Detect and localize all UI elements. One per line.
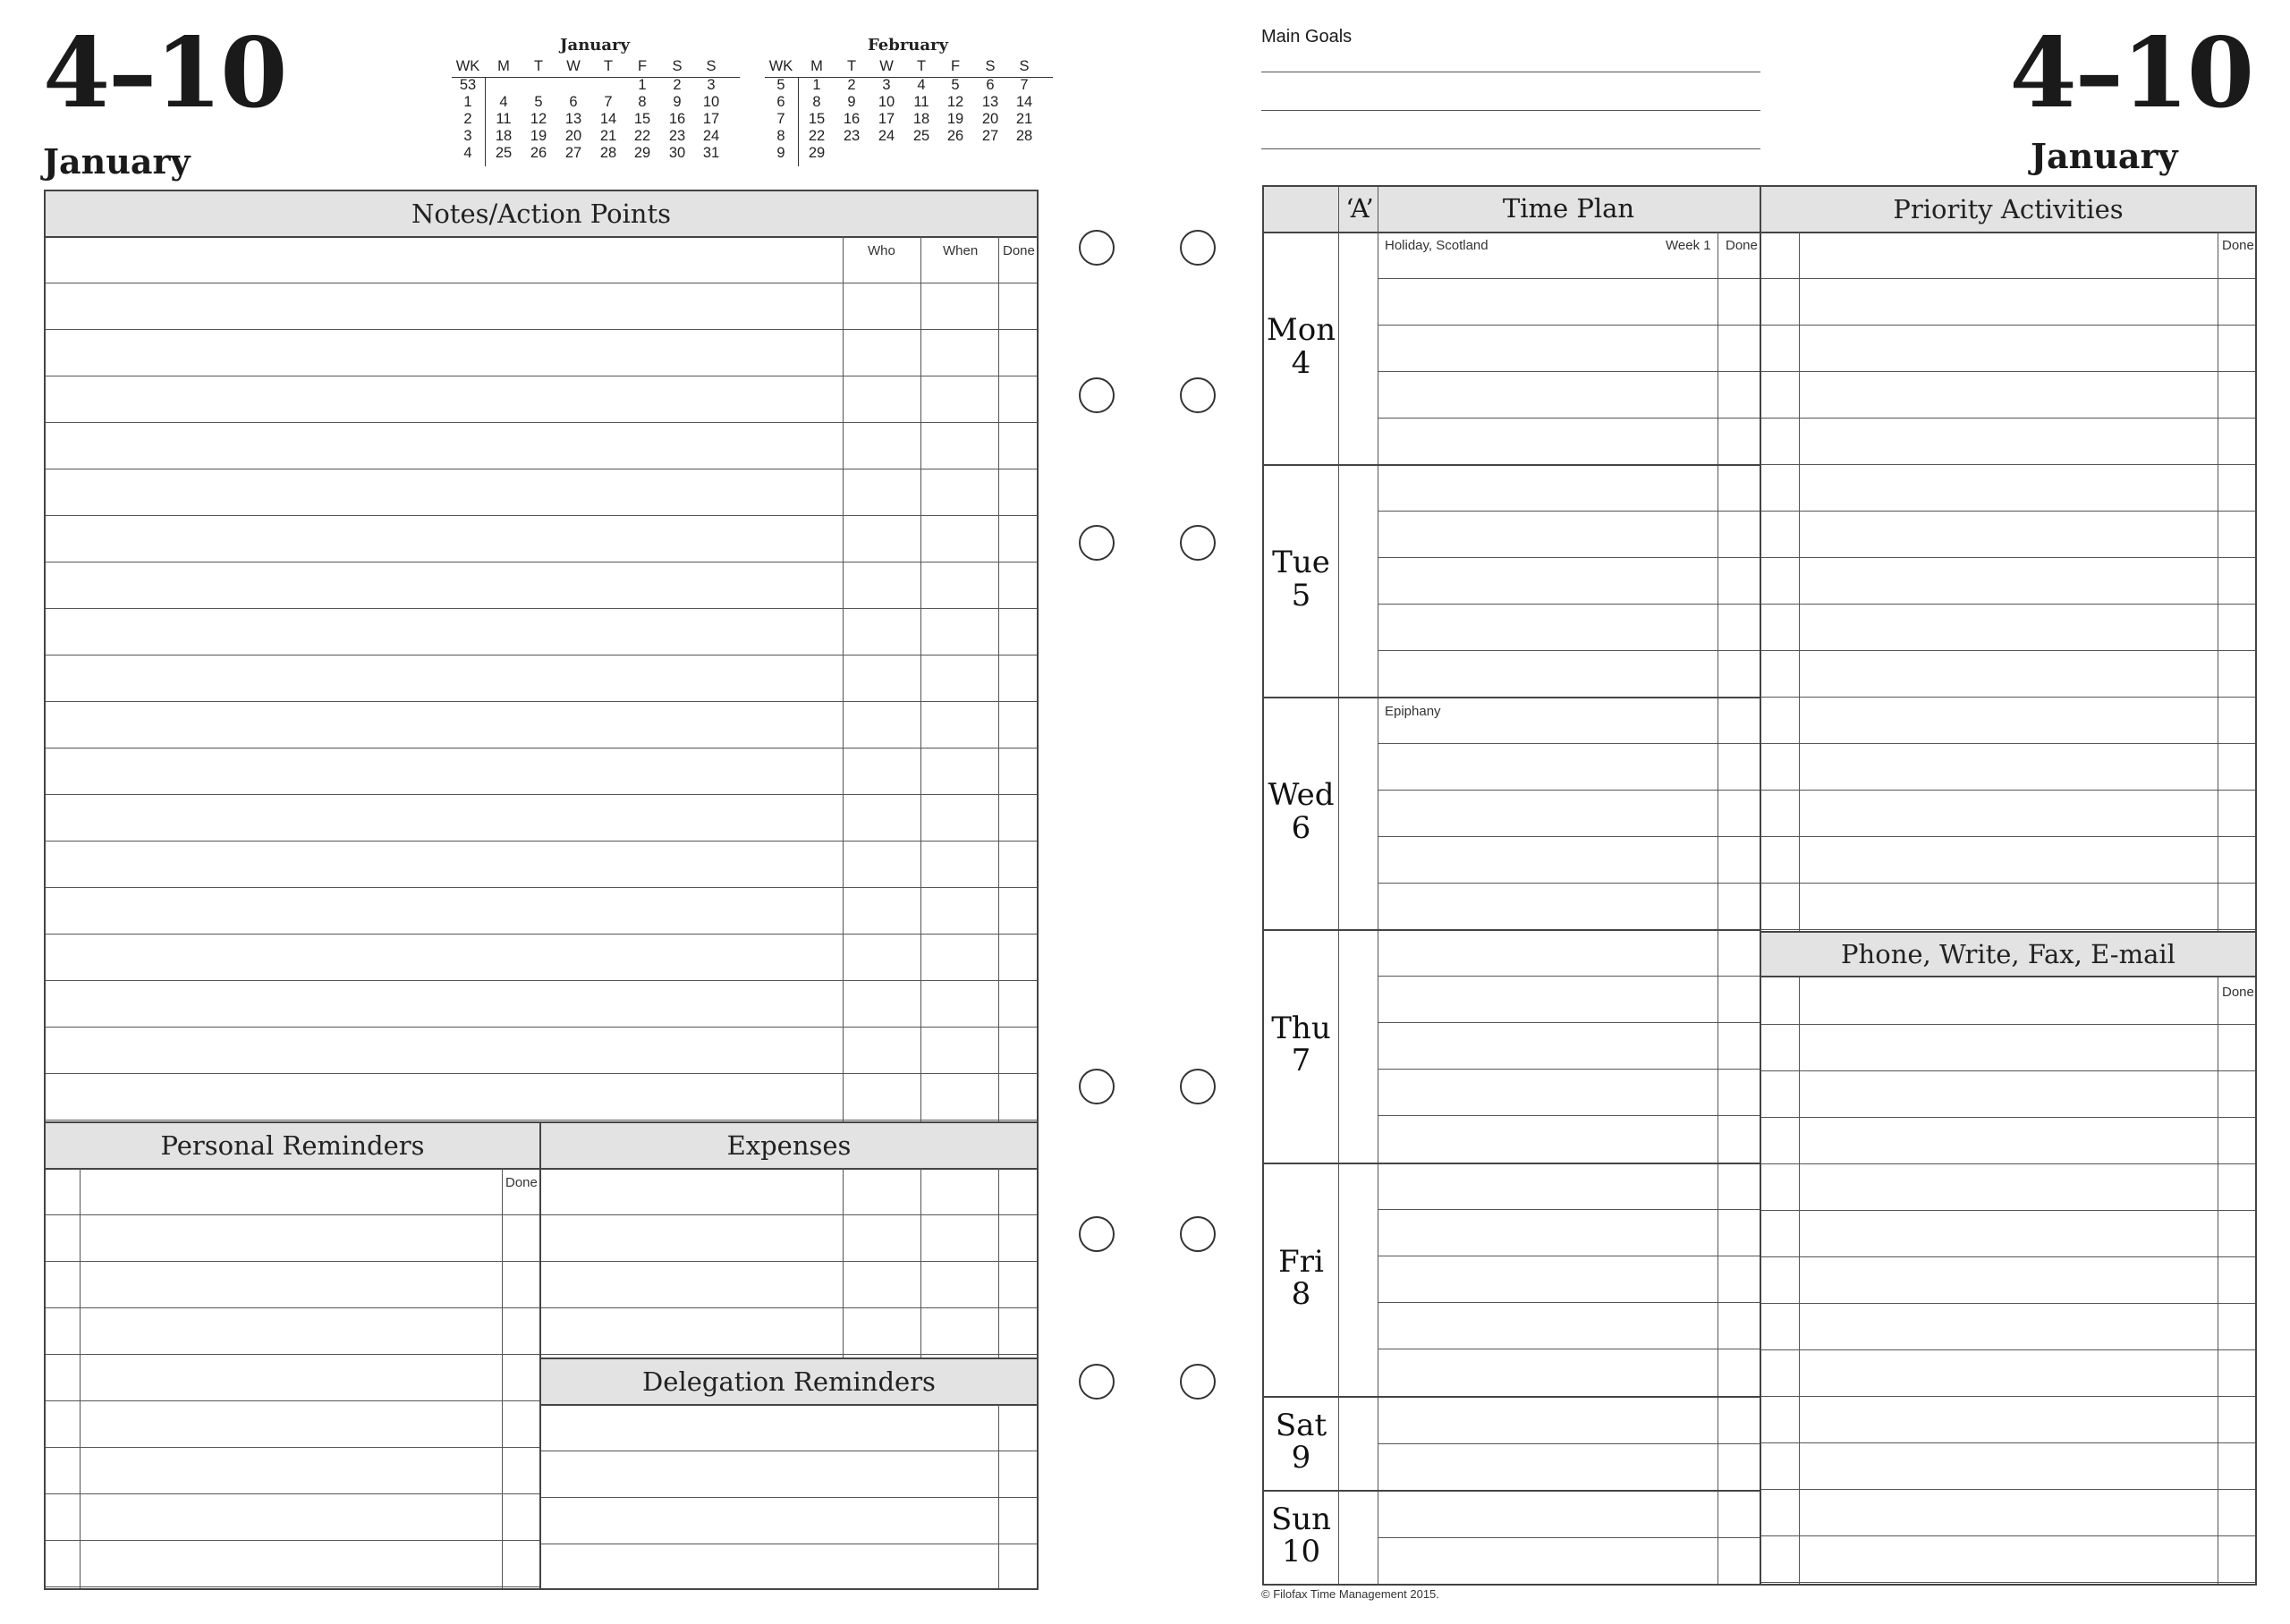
phone-write-line[interactable]: [1761, 1396, 2255, 1397]
mini-calendar-day: 12: [946, 94, 964, 110]
delegation-reminders-title: Delegation Reminders: [642, 1366, 936, 1397]
notes-line[interactable]: [46, 515, 1037, 516]
time-plan-line[interactable]: [1378, 1115, 1760, 1116]
mini-calendar-day: 19: [946, 111, 964, 127]
expenses-section: [539, 1121, 1039, 1359]
binder-hole: [1180, 1216, 1216, 1252]
mini-calendar-day: 23: [668, 128, 686, 144]
mini-calendar-week-number: 53: [459, 77, 477, 93]
day-name: Thu: [1271, 1010, 1331, 1046]
mini-calendar-header-cell: WK: [455, 58, 480, 74]
notes-when-label: When: [943, 243, 979, 258]
notes-line[interactable]: [46, 701, 1037, 702]
column-divider: [843, 1168, 844, 1358]
binder-hole: [1180, 377, 1216, 413]
personal-reminder-line[interactable]: [46, 1447, 539, 1448]
mini-calendar-day: 24: [878, 128, 895, 144]
left-date-range: 4–10: [43, 17, 286, 130]
phone-write-line[interactable]: [1761, 1210, 2255, 1211]
notes-line[interactable]: [46, 422, 1037, 423]
mini-calendar-day: 20: [981, 111, 999, 127]
day-label-sat: [1264, 1409, 1338, 1475]
time-plan-line[interactable]: [1378, 557, 1760, 558]
notes-line[interactable]: [46, 980, 1037, 981]
mini-calendar-day: 8: [812, 94, 821, 110]
mini-calendar-day: 7: [1020, 77, 1029, 93]
mini-calendar-day: 27: [564, 145, 582, 161]
mini-calendar-day: 15: [808, 111, 826, 127]
day-name: Sat: [1275, 1407, 1327, 1443]
mini-calendar-day: 9: [673, 94, 682, 110]
priority-activity-line[interactable]: [1761, 371, 2255, 372]
mini-calendar-header-cell: T: [916, 58, 927, 74]
personal-reminders-section: [44, 1121, 541, 1590]
notes-line[interactable]: [46, 1027, 1037, 1028]
mini-calendar-day: 17: [702, 111, 720, 127]
mini-calendar-title: January: [560, 36, 630, 55]
priority-activity-line[interactable]: [1761, 464, 2255, 465]
time-plan-line[interactable]: [1378, 371, 1760, 372]
time-plan-line[interactable]: [1378, 604, 1760, 605]
mini-calendar-header-cell: W: [566, 58, 581, 74]
column-divider: [80, 1168, 81, 1588]
column-divider: [998, 1168, 999, 1358]
priority-activity-line[interactable]: [1761, 604, 2255, 605]
binder-hole: [1079, 377, 1115, 413]
mini-calendar-day: 21: [1015, 111, 1033, 127]
personal-reminder-line[interactable]: [46, 1540, 539, 1541]
notes-line[interactable]: [46, 655, 1037, 656]
time-plan-line[interactable]: [1378, 1443, 1760, 1444]
mini-calendar-day: 20: [564, 128, 582, 144]
day-label-sun: [1264, 1503, 1338, 1569]
personal-reminders-header: [46, 1123, 539, 1170]
time-plan-line[interactable]: [1378, 278, 1760, 279]
expenses-header: [541, 1123, 1037, 1170]
phone-write-title: Phone, Write, Fax, E-mail: [1841, 939, 2176, 969]
copyright-text: © Filofax Time Management 2015.: [1261, 1587, 1439, 1601]
personal-reminder-line[interactable]: [46, 1400, 539, 1401]
mini-calendar-day: 10: [702, 94, 720, 110]
column-divider: [920, 236, 921, 1121]
day-divider: [1264, 697, 1760, 698]
expense-line[interactable]: [541, 1307, 1037, 1308]
main-goals-line[interactable]: [1261, 110, 1760, 111]
notes-line[interactable]: [46, 329, 1037, 330]
time-plan-line[interactable]: [1378, 1302, 1760, 1303]
time-plan-line[interactable]: [1378, 1022, 1760, 1023]
mini-calendar-day: 14: [599, 111, 617, 127]
delegation-reminders-header: [541, 1359, 1037, 1406]
day-number: 5: [1291, 577, 1311, 613]
priority-activity-line[interactable]: [1761, 836, 2255, 837]
priority-done-label: Done: [2222, 238, 2254, 253]
mini-calendar-day: 25: [912, 128, 930, 144]
time-plan-line[interactable]: [1378, 418, 1760, 419]
expense-line[interactable]: [541, 1261, 1037, 1262]
mini-calendar-week-number: 2: [463, 111, 472, 127]
mini-calendar-week-number: 9: [776, 145, 785, 161]
mini-calendar-day: 28: [1015, 128, 1033, 144]
mini-calendar-day: 22: [808, 128, 826, 144]
notes-line[interactable]: [46, 1073, 1037, 1074]
mini-calendar-day: 17: [878, 111, 895, 127]
phone-write-line[interactable]: [1761, 1256, 2255, 1257]
phone-write-line[interactable]: [1761, 1489, 2255, 1490]
priority-activities-header: [1761, 187, 2255, 233]
mini-calendar-day: 11: [913, 94, 929, 110]
priority-activities-section: [1760, 185, 2257, 1586]
binder-hole: [1079, 525, 1115, 561]
day-number: 10: [1281, 1534, 1321, 1570]
mini-calendar-day: 30: [668, 145, 686, 161]
expense-line[interactable]: [541, 1354, 1037, 1355]
mini-calendar-header-cell: M: [497, 58, 510, 74]
mini-calendar-header-cell: S: [672, 58, 683, 74]
day-divider: [1264, 929, 1760, 931]
day-divider: [1264, 464, 1760, 466]
priority-activity-line[interactable]: [1761, 650, 2255, 651]
column-divider: [1338, 187, 1339, 1584]
personal-reminder-line[interactable]: [46, 1307, 539, 1308]
priority-activity-line[interactable]: [1761, 697, 2255, 698]
mini-calendar-header-cell: S: [706, 58, 717, 74]
mini-calendar-header-cell: F: [637, 58, 648, 74]
day-name: Tue: [1272, 545, 1330, 580]
day-name: Mon: [1266, 312, 1336, 348]
day-label-wed: [1264, 779, 1338, 844]
day-label-mon: [1264, 314, 1338, 379]
mini-calendar-day: 3: [707, 77, 716, 93]
time-plan-line[interactable]: [1378, 511, 1760, 512]
phone-write-line[interactable]: [1761, 1582, 2255, 1583]
day-number: 8: [1291, 1276, 1311, 1313]
mini-calendar-day: 2: [673, 77, 682, 93]
column-divider: [1799, 977, 1800, 1584]
mini-calendar-week-number: 6: [776, 94, 785, 110]
mini-calendar-day: 28: [599, 145, 617, 161]
time-plan-line[interactable]: [1378, 836, 1760, 837]
mini-calendar-february: [765, 36, 1069, 170]
mini-calendar-week-divider: [485, 77, 486, 166]
mini-calendar-day: 3: [882, 77, 891, 93]
mini-calendar-day: 7: [604, 94, 613, 110]
binder-hole: [1079, 1364, 1115, 1400]
column-divider: [502, 1168, 503, 1588]
mini-calendar-header-cell: F: [950, 58, 961, 74]
binder-hole: [1079, 230, 1115, 266]
binder-hole: [1180, 230, 1216, 266]
binder-hole: [1079, 1216, 1115, 1252]
personal-reminder-line[interactable]: [46, 1261, 539, 1262]
mini-calendar-day: 29: [808, 145, 826, 161]
priority-activity-line[interactable]: [1761, 929, 2255, 930]
mini-calendar-day: 1: [638, 77, 647, 93]
priority-activity-line[interactable]: [1761, 418, 2255, 419]
a-column-label: ‘A’: [1345, 193, 1374, 224]
day-name: Sun: [1270, 1501, 1332, 1537]
right-date-range: 4–10: [2009, 17, 2252, 130]
notes-line[interactable]: [46, 934, 1037, 935]
time-plan-line[interactable]: [1378, 790, 1760, 791]
notes-line[interactable]: [46, 608, 1037, 609]
expense-line[interactable]: [541, 1214, 1037, 1215]
mini-calendar-week-number: 1: [463, 94, 472, 110]
mini-calendar-header-cell: M: [810, 58, 823, 74]
column-divider: [920, 1168, 921, 1358]
column-divider: [998, 1404, 999, 1588]
time-plan-title: Time Plan: [1502, 193, 1635, 224]
time-plan-section: [1262, 185, 1761, 1586]
priority-activity-line[interactable]: [1761, 557, 2255, 558]
mini-calendar-day: 23: [843, 128, 861, 144]
mini-calendar-day: 12: [530, 111, 547, 127]
notes-line[interactable]: [46, 748, 1037, 749]
mini-calendar-day: 6: [569, 94, 578, 110]
mini-calendar-day: 24: [702, 128, 720, 144]
mini-calendar-day: 5: [534, 94, 543, 110]
notes-header: [46, 191, 1037, 238]
mini-calendar-week-number: 3: [463, 128, 472, 144]
phone-write-line[interactable]: [1761, 1163, 2255, 1164]
right-month-label: January: [2031, 136, 2178, 176]
day-label-tue: [1264, 546, 1338, 612]
phone-write-line[interactable]: [1761, 1349, 2255, 1350]
day-number: 6: [1291, 809, 1311, 846]
mini-calendar-day: 8: [638, 94, 647, 110]
mini-calendar-day: 31: [702, 145, 720, 161]
mini-calendar-header-cell: T: [603, 58, 614, 74]
time-plan-line[interactable]: [1378, 976, 1760, 977]
day-number: 9: [1291, 1440, 1311, 1476]
mini-calendar-day: 19: [530, 128, 547, 144]
left-month-label: January: [43, 141, 191, 182]
day-name: Fri: [1278, 1243, 1324, 1280]
column-divider: [1799, 232, 1800, 931]
priority-activity-line[interactable]: [1761, 743, 2255, 744]
time-plan-line[interactable]: [1378, 1537, 1760, 1538]
main-goals-line[interactable]: [1261, 148, 1760, 149]
time-plan-line[interactable]: [1378, 1069, 1760, 1070]
column-divider: [843, 236, 844, 1121]
wed-note: Epiphany: [1385, 704, 1441, 719]
binder-hole: [1079, 1069, 1115, 1104]
time-plan-line[interactable]: [1378, 883, 1760, 884]
mini-calendar-january: [452, 36, 756, 170]
priority-activity-line[interactable]: [1761, 511, 2255, 512]
mini-calendar-day: 26: [946, 128, 964, 144]
priority-activity-line[interactable]: [1761, 883, 2255, 884]
mini-calendar-day: 4: [499, 94, 508, 110]
phone-done-label: Done: [2222, 985, 2254, 1000]
day-number: 4: [1291, 344, 1311, 381]
mon-note: Holiday, Scotland: [1385, 238, 1488, 253]
mini-calendar-day: 10: [878, 94, 895, 110]
column-divider: [998, 236, 999, 1121]
day-divider: [1264, 1490, 1760, 1492]
mini-calendar-day: 22: [633, 128, 651, 144]
personal-reminder-line[interactable]: [46, 1214, 539, 1215]
time-plan-line[interactable]: [1378, 650, 1760, 651]
mini-calendar-day: 16: [668, 111, 686, 127]
mini-calendar-day: 11: [496, 111, 512, 127]
priority-activity-line[interactable]: [1761, 278, 2255, 279]
day-divider: [1264, 1163, 1760, 1164]
mini-calendar-day: 6: [986, 77, 995, 93]
mini-calendar-day: 26: [530, 145, 547, 161]
personal-reminder-line[interactable]: [46, 1493, 539, 1494]
personal-reminders-title: Personal Reminders: [160, 1130, 425, 1161]
mini-calendar-header-cell: T: [846, 58, 857, 74]
mini-calendar-header-cell: S: [985, 58, 996, 74]
delegation-reminders-section: [539, 1358, 1039, 1590]
day-name: Wed: [1268, 777, 1335, 813]
mini-calendar-day: 18: [495, 128, 513, 144]
notes-done-label: Done: [1003, 243, 1035, 258]
day-label-fri: [1264, 1243, 1338, 1313]
notes-who-label: Who: [868, 243, 895, 258]
phone-write-line[interactable]: [1761, 1442, 2255, 1443]
priority-activities-title: Priority Activities: [1893, 194, 2124, 224]
mini-calendar-day: 14: [1015, 94, 1033, 110]
mini-calendar-day: 15: [633, 111, 651, 127]
phone-write-line[interactable]: [1761, 1117, 2255, 1118]
mini-calendar-week-number: 8: [776, 128, 785, 144]
mini-calendar-header-cell: WK: [768, 58, 793, 74]
mini-calendar-day: 1: [812, 77, 821, 93]
day-number: 7: [1291, 1043, 1311, 1079]
mini-calendar-day: 13: [981, 94, 999, 110]
mini-calendar-header-cell: S: [1019, 58, 1030, 74]
mini-calendar-week-number: 5: [776, 77, 785, 93]
mini-calendar-day: 25: [495, 145, 513, 161]
mini-calendar-day: 16: [843, 111, 861, 127]
phone-write-line[interactable]: [1761, 1024, 2255, 1025]
mini-calendar-title: February: [867, 36, 948, 55]
notes-line[interactable]: [46, 841, 1037, 842]
priority-activity-line[interactable]: [1761, 790, 2255, 791]
mini-calendar-day: 9: [847, 94, 856, 110]
binder-hole: [1180, 1069, 1216, 1104]
mini-calendar-week-number: 4: [463, 145, 472, 161]
phone-write-header: [1761, 931, 2255, 977]
mini-calendar-day: 13: [564, 111, 582, 127]
time-plan-line[interactable]: [1378, 743, 1760, 744]
mini-calendar-header-cell: W: [879, 58, 894, 74]
phone-write-line[interactable]: [1761, 1303, 2255, 1304]
mini-calendar-week-number: 7: [776, 111, 785, 127]
mini-calendar-header-cell: T: [533, 58, 544, 74]
personal-reminder-line[interactable]: [46, 1586, 539, 1587]
mini-calendar-day: 4: [917, 77, 926, 93]
main-goals-label: Main Goals: [1261, 27, 1353, 47]
binder-hole: [1180, 1364, 1216, 1400]
phone-write-line[interactable]: [1761, 1535, 2255, 1536]
phone-write-line[interactable]: [1761, 1070, 2255, 1071]
day-divider: [1264, 1396, 1760, 1398]
binder-hole: [1180, 525, 1216, 561]
mini-calendar-day: 18: [912, 111, 930, 127]
day-label-thu: [1264, 1012, 1338, 1078]
mini-calendar-day: 27: [981, 128, 999, 144]
week-label: Week 1: [1666, 238, 1711, 253]
notes-line[interactable]: [46, 1120, 1037, 1121]
mini-calendar-week-divider: [798, 77, 799, 166]
delegation-reminder-line[interactable]: [541, 1497, 1037, 1498]
notes-title: Notes/Action Points: [411, 199, 672, 229]
time-plan-line[interactable]: [1378, 1209, 1760, 1210]
mini-calendar-day: 2: [847, 77, 856, 93]
time-plan-done-label: Done: [1726, 238, 1758, 253]
notes-line[interactable]: [46, 794, 1037, 795]
mini-calendar-day: 21: [599, 128, 617, 144]
time-plan-line[interactable]: [1378, 325, 1760, 326]
personal-reminder-line[interactable]: [46, 1354, 539, 1355]
notes-line[interactable]: [46, 887, 1037, 888]
mini-calendar-day: 29: [633, 145, 651, 161]
mini-calendar-day: 5: [951, 77, 960, 93]
expenses-title: Expenses: [726, 1130, 852, 1161]
priority-activity-line[interactable]: [1761, 325, 2255, 326]
personal-reminders-done-label: Done: [505, 1175, 538, 1190]
